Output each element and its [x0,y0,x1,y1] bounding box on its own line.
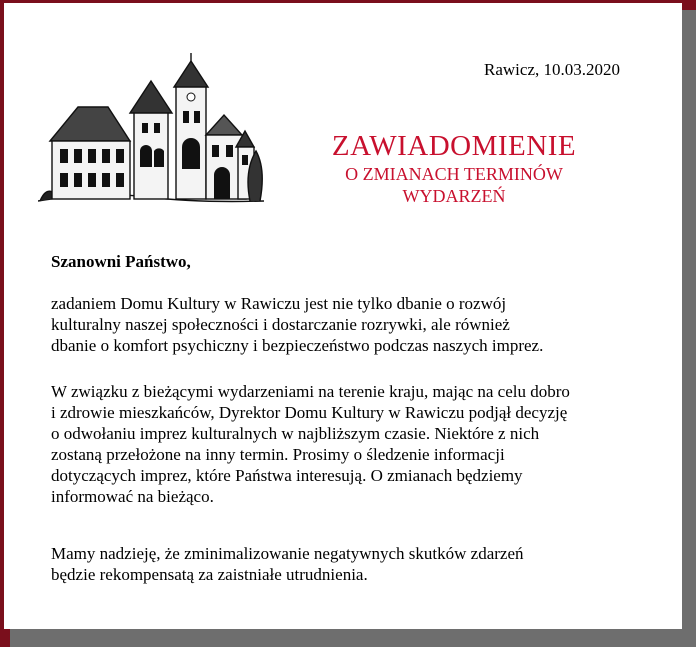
greeting: Szanowni Państwo, [51,252,191,271]
title-block [304,129,604,207]
page-shadow-bottom [10,629,696,647]
paragraph-1: zadaniem Domu Kultury w Rawiczu jest nie tylko dbanie o rozwój kulturalny naszej społeczności i dostarczanie rozrywki, ale również dbanie o komfort psychiczny i bezpieczeństwo podczas naszych imprez. [51,294,544,355]
paragraph-3: Mamy nadzieję, że zminimalizowanie negatywnych skutków zdarzeń będzie rekompensatą za zaistniałe utrudnienia. [51,544,524,584]
date-line: Rawicz, 10.03.2020 [484,60,620,79]
title-main: ZAWIADOMIENIE [331,130,577,162]
page-shadow-right [682,10,696,647]
document-page [4,3,682,629]
title-sub-line2: WYDARZEŃ [402,186,506,206]
title-sub-line1: O ZMIANACH TERMINÓW [345,164,563,184]
paragraph-2: W związku z bieżącymi wydarzeniami na terenie kraju, mając na celu dobro i zdrowie mieszkańców, Dyrektor Domu Kultury w Rawiczu podjął decyzję o odwołaniu imprez kulturalnych w najbliższym czasie. Niektóre z nich zostaną przełożone na inny termin. Prosimy o śledzenie informacji dotyczących imprez, które Państwa interesują. O zmianach będziemy informować na bieżąco. [51,382,570,506]
building-illustration-icon [38,51,264,219]
